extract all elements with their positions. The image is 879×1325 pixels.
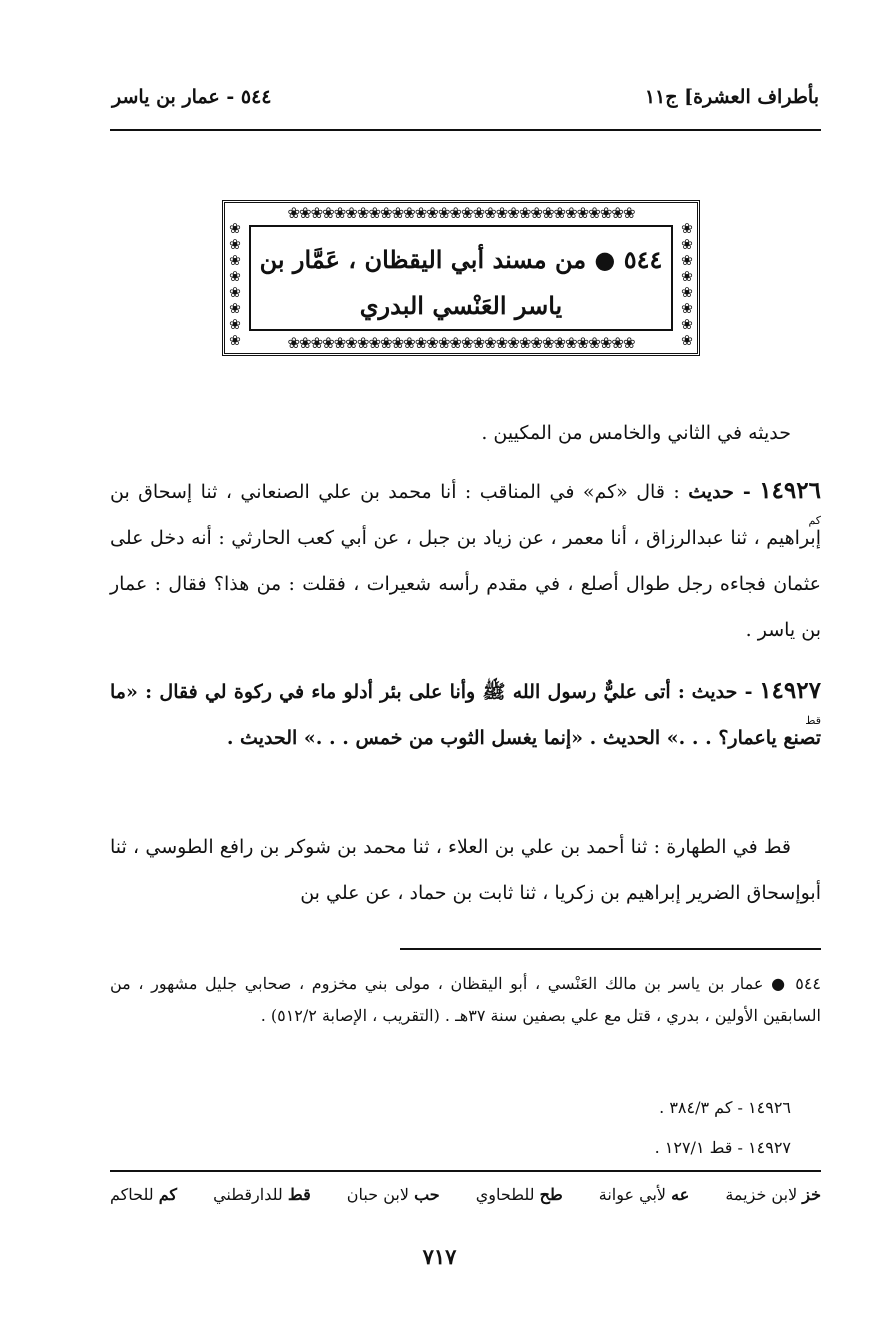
section-title-frame [222, 200, 700, 356]
footnote-14926: ١٤٩٢٦ - كم ٣٨٤/٣ . [659, 1098, 791, 1117]
ornament-border-bottom: ❀❀❀❀❀❀❀❀❀❀❀❀❀❀❀❀❀❀❀❀❀❀❀❀❀❀❀❀❀❀ [287, 334, 635, 352]
ornament-border-right: ❀❀❀❀❀❀❀❀ [681, 221, 693, 349]
ornament-border-top: ❀❀❀❀❀❀❀❀❀❀❀❀❀❀❀❀❀❀❀❀❀❀❀❀❀❀❀❀❀❀ [287, 204, 635, 222]
abbrev-item: خز لابن خزيمة [725, 1185, 821, 1204]
hadith-lead: حديث [691, 681, 738, 703]
abbrev-item: حب لابن حبان [346, 1185, 440, 1204]
abbrev-item: طح للطحاوي [475, 1185, 563, 1204]
title-box [249, 225, 673, 331]
header-rule [110, 129, 821, 131]
section-title [251, 237, 671, 329]
abbrev-item: عه لأبي عوانة [598, 1185, 690, 1204]
abbreviations-key [110, 1185, 821, 1204]
hadith-14927: ١٤٩٢٧ - حديث : أتى عليٌّ رسول الله ﷺ وأنا على بئر أدلو ماء في ركوة لي فقال : «ما تصنع ياعمار؟ . . .» الحديث . «إنما يغسل الثوب من خمس . . .» الحديث . قط [110, 677, 821, 749]
footnote-544: ٥٤٤ ● عمار بن ياسر بن مالك العَنْسي ، أبو اليقظان ، مولى بني مخزوم ، صحابي جليل مشهور ، من السابقين الأولين ، بدري ، قتل مع علي بصفين سنة ٣٧هـ . (التقريب ، الإصابة ٥١٢/٢) . [110, 974, 821, 1025]
isnad-paragraph: قط في الطهارة : ثنا أحمد بن علي بن العلاء ، ثنا محمد بن شوكر بن رافع الطوسي ، ثنا أبوإسحاق الضرير إبراهيم بن زكريا ، ثنا ثابت بن حماد ، عن علي بن [110, 836, 821, 904]
abbrev-item: قط للدارقطني [213, 1185, 311, 1204]
hadith-14926: ١٤٩٢٦ - حديث : قال «كم» في المناقب : أنا محمد بن علي الصنعاني ، ثنا إسحاق بن إبراهيم ، ثنا عبدالرزاق ، أنا معمر ، عن زياد بن جبل ، عن أبي كعب الحارثي : أنه دخل على عثمان فجاءه رجل طوال أصلع ، في مقدم رأسه شعيرات ، فقلت : من هذا؟ فقال : عمار بن ياسر . كم [110, 477, 821, 641]
hadith-text: : أتى عليٌّ رسول الله ﷺ وأنا على بئر أدلو ماء في ركوة لي فقال : «ما تصنع ياعمار؟ . . .» الحديث . «إنما يغسل الثوب من خمس . . .» الحديث . [110, 681, 821, 749]
hadith-lead: حديث [688, 481, 734, 503]
ornament-border-left: ❀❀❀❀❀❀❀❀ [229, 221, 241, 349]
intro-text: حديثه في الثاني والخامس من المكيين . [481, 422, 791, 444]
hadith-sigla: كم [808, 514, 821, 527]
abbrev-item: كم للحاكم [110, 1185, 178, 1204]
section-title-line2: ياسر العَنْسي البدري [359, 291, 563, 320]
hadith-number: ١٤٩٢٧ [759, 677, 821, 704]
hadith-text: : قال «كم» في المناقب : أنا محمد بن علي الصنعاني ، ثنا إسحاق بن إبراهيم ، ثنا عبدالرزاق ، أنا معمر ، عن زياد بن جبل ، عن أبي كعب الحارثي : أنه دخل على عثمان فجاءه رجل طوال أصلع ، في مقدم رأسه شعيرات ، فقلت : من هذا؟ فقال : عمار بن ياسر . [110, 481, 821, 641]
footnote-14927: ١٤٩٢٧ - قط ١٢٧/١ . [654, 1138, 791, 1157]
section-title-line1: ٥٤٤ ● من مسند أبي اليقظان ، عَمَّار بن [259, 245, 663, 274]
hadith-sigla: قط [805, 714, 821, 727]
page-number: ٧١٧ [422, 1244, 457, 1269]
abbreviations-rule [110, 1170, 821, 1172]
running-header-section: ٥٤٤ - عمار بن ياسر [112, 86, 272, 108]
footnote-rule [400, 948, 821, 950]
running-header-volume: بأطراف العشرة] ج١١ [644, 86, 819, 108]
hadith-number: ١٤٩٢٦ [759, 477, 821, 504]
